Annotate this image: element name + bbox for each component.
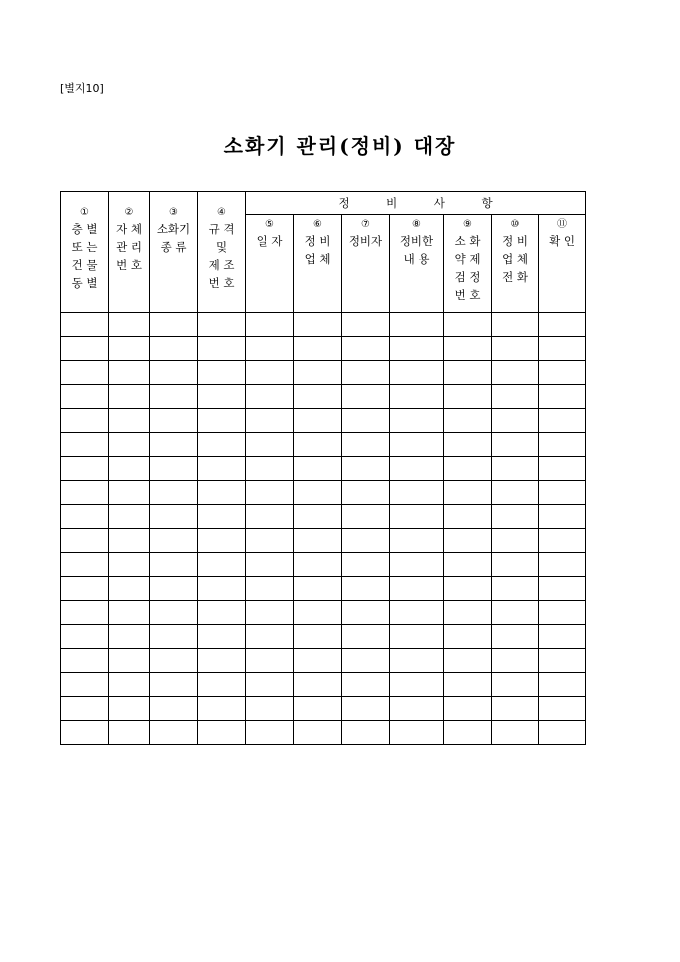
table-cell: [198, 649, 246, 673]
table-cell: [150, 433, 198, 457]
table-cell: [539, 385, 586, 409]
table-cell: [61, 481, 109, 505]
table-cell: [342, 673, 390, 697]
table-cell: [390, 649, 444, 673]
table-cell: [342, 553, 390, 577]
table-row: [61, 337, 586, 361]
table-cell: [294, 457, 342, 481]
table-cell: [198, 529, 246, 553]
table-cell: [492, 553, 539, 577]
table-cell: [198, 361, 246, 385]
table-cell: [444, 697, 492, 721]
table-cell: [444, 409, 492, 433]
table-cell: [390, 577, 444, 601]
table-cell: [539, 601, 586, 625]
table-cell: [342, 649, 390, 673]
table-cell: [492, 457, 539, 481]
table-cell: [61, 697, 109, 721]
table-cell: [150, 601, 198, 625]
col-number: ⑦: [361, 219, 370, 230]
table-cell: [150, 697, 198, 721]
table-row: [61, 625, 586, 649]
table-cell: [109, 601, 150, 625]
col-header-7: [342, 215, 390, 313]
table-cell: [294, 601, 342, 625]
col-number: ③: [169, 207, 178, 218]
table-cell: [294, 577, 342, 601]
table-cell: [150, 481, 198, 505]
table-cell: [198, 385, 246, 409]
col-number: ⑩: [510, 219, 520, 230]
table-cell: [246, 385, 294, 409]
col-label-line: 자 체: [116, 222, 142, 236]
table-cell: [342, 697, 390, 721]
col-header-1: [61, 192, 109, 313]
col-header-8: [390, 215, 444, 313]
table-cell: [109, 649, 150, 673]
table-cell: [390, 481, 444, 505]
table-cell: [539, 529, 586, 553]
table-cell: [492, 625, 539, 649]
table-cell: [150, 721, 198, 745]
table-cell: [150, 529, 198, 553]
table-cell: [246, 649, 294, 673]
table-cell: [246, 457, 294, 481]
table-cell: [294, 361, 342, 385]
col-label-line: 번 호: [208, 276, 235, 290]
table-cell: [539, 553, 586, 577]
table-cell: [390, 433, 444, 457]
table-cell: [492, 505, 539, 529]
table-cell: [109, 625, 150, 649]
table-cell: [246, 529, 294, 553]
table-cell: [342, 577, 390, 601]
col-label-line: 정 비: [304, 234, 331, 248]
table-cell: [61, 673, 109, 697]
col-number: ⑥: [313, 219, 322, 230]
table-row: [61, 409, 586, 433]
table-cell: [61, 625, 109, 649]
col-label-line: 검 정: [454, 270, 481, 284]
table-cell: [492, 673, 539, 697]
table-cell: [492, 433, 539, 457]
table-cell: [246, 481, 294, 505]
col-number: ②: [124, 207, 134, 218]
table-cell: [246, 721, 294, 745]
table-cell: [539, 577, 586, 601]
table-cell: [444, 529, 492, 553]
maintenance-group-header: 정 비 사 항: [246, 192, 586, 215]
table-cell: [390, 313, 444, 337]
table-cell: [150, 649, 198, 673]
col-header-5: [246, 215, 294, 313]
table-cell: [198, 697, 246, 721]
table-cell: [198, 457, 246, 481]
table-cell: [150, 577, 198, 601]
table-cell: [198, 505, 246, 529]
table-cell: [390, 601, 444, 625]
col-label-line: 업 체: [502, 252, 528, 266]
col-header-6: [294, 215, 342, 313]
table-cell: [492, 481, 539, 505]
table-cell: [246, 577, 294, 601]
col-label-line: 및: [215, 240, 228, 254]
table-cell: [150, 313, 198, 337]
table-cell: [390, 361, 444, 385]
table-cell: [539, 697, 586, 721]
table-cell: [539, 505, 586, 529]
col-number: ⑨: [463, 219, 472, 230]
table-row: [61, 721, 586, 745]
table-row: [61, 361, 586, 385]
col-label-line: 내 용: [403, 252, 430, 266]
table-row: [61, 433, 586, 457]
table-cell: [444, 433, 492, 457]
col-label-line: 번 호: [116, 258, 142, 272]
table-cell: [246, 625, 294, 649]
table-cell: [492, 361, 539, 385]
table-cell: [294, 649, 342, 673]
table-cell: [342, 361, 390, 385]
table-cell: [294, 409, 342, 433]
table-cell: [342, 721, 390, 745]
table-cell: [109, 505, 150, 529]
table-cell: [150, 457, 198, 481]
table-cell: [342, 625, 390, 649]
table-cell: [390, 721, 444, 745]
table-row: [61, 529, 586, 553]
col-label-line: 업 체: [304, 252, 331, 266]
table-cell: [109, 721, 150, 745]
col-label-line: 건 물: [71, 258, 98, 272]
table-cell: [444, 721, 492, 745]
table-cell: [198, 721, 246, 745]
table-cell: [342, 505, 390, 529]
table-cell: [539, 457, 586, 481]
table-cell: [444, 361, 492, 385]
table-cell: [390, 505, 444, 529]
table-cell: [492, 697, 539, 721]
table-cell: [246, 409, 294, 433]
col-label-line: 동 별: [71, 276, 98, 290]
col-label-line: 제 조: [208, 258, 235, 272]
table-cell: [61, 385, 109, 409]
table-cell: [342, 337, 390, 361]
table-cell: [198, 313, 246, 337]
table-cell: [109, 673, 150, 697]
table-cell: [342, 433, 390, 457]
table-cell: [246, 433, 294, 457]
table-cell: [109, 313, 150, 337]
col-header-4: [198, 192, 246, 313]
table-cell: [342, 481, 390, 505]
table-cell: [342, 457, 390, 481]
table-cell: [492, 409, 539, 433]
col-label-line: 종 류: [160, 240, 187, 254]
table-cell: [150, 625, 198, 649]
table-cell: [444, 577, 492, 601]
table-cell: [246, 673, 294, 697]
table-row: [61, 697, 586, 721]
table-cell: [492, 385, 539, 409]
table-row: [61, 577, 586, 601]
table-row: [61, 457, 586, 481]
table-cell: [109, 361, 150, 385]
table-cell: [109, 385, 150, 409]
table-cell: [109, 697, 150, 721]
table-cell: [246, 553, 294, 577]
table-cell: [294, 433, 342, 457]
table-cell: [61, 721, 109, 745]
table-cell: [444, 625, 492, 649]
table-cell: [109, 409, 150, 433]
table-cell: [109, 481, 150, 505]
table-cell: [492, 337, 539, 361]
col-label-line: 규 격: [208, 222, 235, 236]
col-label-line: 정비자: [348, 234, 383, 248]
table-cell: [390, 337, 444, 361]
table-row: [61, 553, 586, 577]
table-cell: [390, 409, 444, 433]
table-cell: [109, 577, 150, 601]
table-cell: [150, 337, 198, 361]
table-cell: [294, 313, 342, 337]
table-row: [61, 601, 586, 625]
table-cell: [342, 385, 390, 409]
table-cell: [198, 409, 246, 433]
col-label-line: 정 비: [502, 234, 528, 248]
col-number: ④: [217, 207, 226, 218]
table-cell: [539, 625, 586, 649]
table-cell: [294, 721, 342, 745]
table-cell: [492, 577, 539, 601]
col-label-line: 번 호: [454, 288, 481, 302]
table-cell: [294, 625, 342, 649]
col-label-line: 소화기: [156, 222, 191, 236]
table-cell: [444, 649, 492, 673]
table-cell: [342, 601, 390, 625]
table-cell: [492, 313, 539, 337]
table-cell: [109, 553, 150, 577]
table-cell: [294, 529, 342, 553]
form-number-tag: [별지10]: [60, 82, 104, 95]
table-cell: [539, 409, 586, 433]
document-title: 소화기 관리(정비) 대장: [223, 134, 457, 158]
col-number: ⑧: [412, 219, 421, 230]
table-cell: [539, 721, 586, 745]
table-cell: [539, 361, 586, 385]
table-cell: [61, 361, 109, 385]
table-cell: [492, 601, 539, 625]
table-cell: [444, 337, 492, 361]
table-cell: [61, 337, 109, 361]
table-cell: [539, 649, 586, 673]
table-cell: [294, 481, 342, 505]
col-number: ⑤: [265, 219, 274, 230]
table-cell: [150, 385, 198, 409]
table-cell: [246, 361, 294, 385]
table-row: [61, 505, 586, 529]
col-label-line: 약 제: [454, 252, 481, 266]
table-cell: [294, 505, 342, 529]
table-cell: [444, 457, 492, 481]
table-cell: [492, 721, 539, 745]
table-cell: [61, 313, 109, 337]
table-cell: [61, 505, 109, 529]
col-header-10: [492, 215, 539, 313]
table-cell: [198, 625, 246, 649]
table-cell: [61, 433, 109, 457]
table-cell: [150, 553, 198, 577]
table-cell: [342, 313, 390, 337]
table-cell: [61, 577, 109, 601]
table-cell: [198, 433, 246, 457]
table-cell: [444, 385, 492, 409]
table-cell: [390, 529, 444, 553]
table-cell: [198, 337, 246, 361]
table-cell: [390, 385, 444, 409]
col-number: ①: [80, 207, 89, 218]
table-cell: [150, 673, 198, 697]
col-label-line: 관 리: [116, 240, 142, 254]
col-header-3: [150, 192, 198, 313]
col-label-line: 확 인: [549, 234, 575, 248]
table-cell: [109, 337, 150, 361]
table-cell: [246, 505, 294, 529]
table-cell: [150, 409, 198, 433]
table-cell: [294, 337, 342, 361]
table-cell: [294, 673, 342, 697]
register-body: [61, 313, 586, 745]
col-label-line: 소 화: [454, 234, 481, 248]
table-row: [61, 649, 586, 673]
table-cell: [61, 529, 109, 553]
table-cell: [109, 457, 150, 481]
table-cell: [198, 577, 246, 601]
table-cell: [61, 601, 109, 625]
table-cell: [246, 337, 294, 361]
table-row: [61, 385, 586, 409]
col-label-line: 층 별: [71, 222, 98, 236]
table-cell: [444, 313, 492, 337]
table-cell: [61, 553, 109, 577]
table-cell: [246, 697, 294, 721]
table-cell: [539, 433, 586, 457]
table-cell: [444, 505, 492, 529]
col-label-line: 또 는: [71, 240, 98, 254]
table-cell: [539, 337, 586, 361]
table-cell: [294, 385, 342, 409]
table-cell: [390, 697, 444, 721]
col-label-line: 전 화: [502, 270, 528, 284]
table-cell: [150, 361, 198, 385]
table-cell: [539, 481, 586, 505]
table-cell: [294, 553, 342, 577]
table-cell: [539, 673, 586, 697]
table-row: [61, 673, 586, 697]
table-row: [61, 481, 586, 505]
table-cell: [390, 553, 444, 577]
table-cell: [246, 601, 294, 625]
table-cell: [444, 481, 492, 505]
col-header-9: [444, 215, 492, 313]
col-number: ⑪: [557, 219, 567, 230]
table-cell: [61, 457, 109, 481]
table-cell: [246, 313, 294, 337]
table-cell: [198, 553, 246, 577]
header-row-1: [61, 192, 586, 215]
table-cell: [390, 673, 444, 697]
col-header-11: [539, 215, 586, 313]
table-cell: [444, 553, 492, 577]
table-cell: [492, 529, 539, 553]
col-label-line: 일 자: [256, 234, 283, 248]
table-cell: [198, 601, 246, 625]
table-cell: [444, 673, 492, 697]
table-cell: [492, 649, 539, 673]
table-cell: [390, 625, 444, 649]
table-cell: [61, 649, 109, 673]
table-cell: [342, 529, 390, 553]
table-cell: [198, 481, 246, 505]
table-cell: [444, 601, 492, 625]
table-cell: [294, 697, 342, 721]
col-header-2: [109, 192, 150, 313]
maintenance-register-table: [60, 191, 586, 745]
table-cell: [150, 505, 198, 529]
table-cell: [539, 313, 586, 337]
table-cell: [109, 529, 150, 553]
table-cell: [109, 433, 150, 457]
col-label-line: 정비한: [399, 234, 434, 248]
table-cell: [61, 409, 109, 433]
table-cell: [198, 673, 246, 697]
table-cell: [342, 409, 390, 433]
table-row: [61, 313, 586, 337]
table-cell: [390, 457, 444, 481]
